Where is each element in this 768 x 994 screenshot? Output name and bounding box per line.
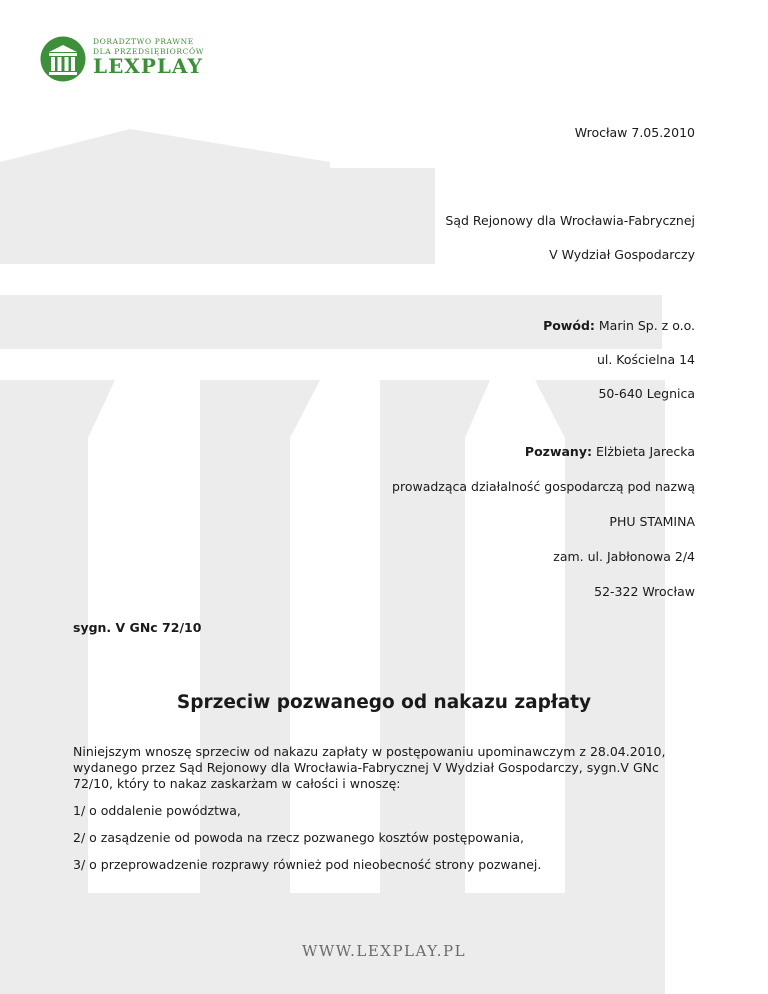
- defendant-line: [525, 444, 695, 460]
- temple-columns-icon: [40, 36, 86, 82]
- body-line: Niniejszym wnoszę sprzeciw od nakazu zapłaty w postępowaniu upominawczym z 28.04.2010,: [73, 744, 666, 759]
- watermark-frieze: [0, 168, 435, 264]
- logo-tagline-2: DLA PRZEDSIĘBIORCÓW: [93, 47, 205, 56]
- defendant-city: 52-322 Wrocław: [594, 584, 695, 599]
- logo-name: LEXPLAY: [93, 54, 203, 78]
- defendant-name: Elżbieta Jarecka: [595, 444, 695, 459]
- defendant-street: zam. ul. Jabłonowa 2/4: [553, 549, 695, 564]
- footer-website: WWW.LEXPLAY.PL: [301, 942, 467, 960]
- plaintiff-street: ul. Kościelna 14: [596, 352, 695, 367]
- plaintiff-line: [543, 318, 695, 334]
- lexplay-logo: [40, 34, 220, 82]
- defendant-label: Pozwany:: [524, 444, 592, 459]
- case-number: sygn. V GNc 72/10: [73, 620, 202, 635]
- request-item: 1/ o oddalenie powództwa,: [73, 803, 241, 818]
- request-item: 2/ o zasądzenie od powoda na rzecz pozwanego kosztów postępowania,: [73, 830, 524, 845]
- logo-tagline-1: DORADZTWO PRAWNE: [93, 37, 194, 46]
- court-department: V Wydział Gospodarczy: [549, 247, 695, 262]
- defendant-business: prowadząca działalność gospodarczą pod nazwą: [392, 479, 695, 494]
- court-name: Sąd Rejonowy dla Wrocławia-Fabrycznej: [445, 213, 695, 228]
- document-body: [73, 744, 703, 873]
- plaintiff-name: Marin Sp. z o.o.: [598, 318, 695, 333]
- watermark-pediment: [0, 129, 330, 168]
- document-date: Wrocław 7.05.2010: [574, 125, 695, 140]
- plaintiff-label: Powód:: [543, 318, 595, 333]
- defendant-company: PHU STAMINA: [609, 514, 695, 529]
- document-title: Sprzeciw pozwanego od nakazu zapłaty: [176, 692, 592, 713]
- plaintiff-city: 50-640 Legnica: [598, 386, 695, 401]
- body-line: wydanego przez Sąd Rejonowy dla Wrocławia-Fabrycznej V Wydział Gospodarczy, sygn.V GNc: [73, 760, 659, 775]
- body-line: 72/10, który to nakaz zaskarżam w całości i wnoszę:: [73, 776, 401, 791]
- request-item: 3/ o przeprowadzenie rozprawy również pod nieobecność strony pozwanej.: [73, 857, 542, 872]
